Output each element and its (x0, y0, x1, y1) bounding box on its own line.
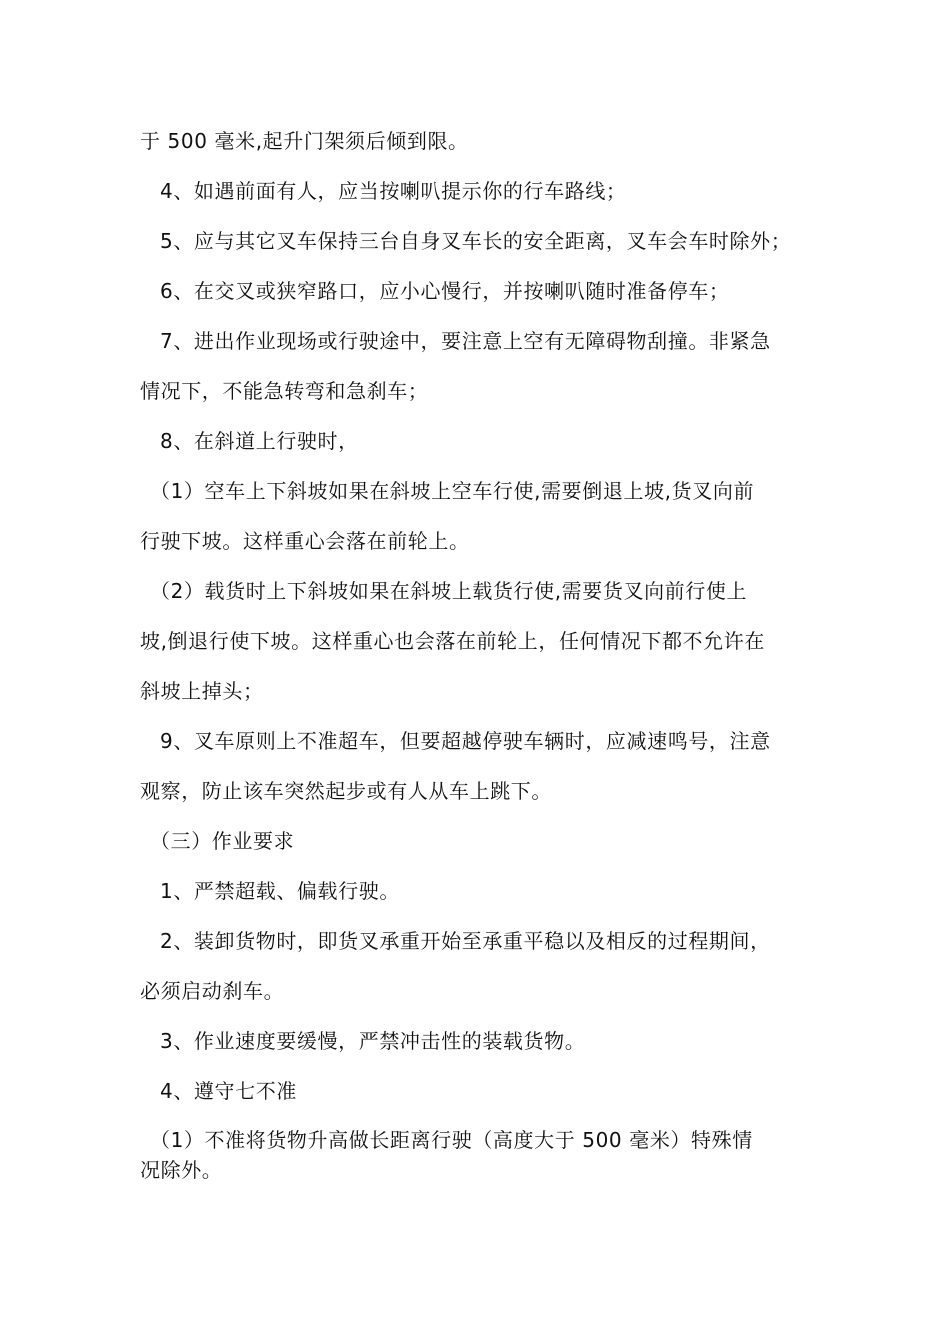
requirement-sub-item-1: （1）不准将货物升高做长距离行驶（高度大于 500 毫米）特殊情 (150, 1128, 753, 1152)
requirement-item-2: 2、装卸货物时，即货叉承重开始至承重平稳以及相反的过程期间， (160, 929, 771, 953)
list-item-7: 7、进出作业现场或行驶途中，要注意上空有无障碍物刮撞。非紧急 (160, 329, 771, 353)
requirement-item-4: 4、遵守七不准 (160, 1079, 297, 1103)
sub-item-8-2-continued-2: 斜坡上掉头； (140, 679, 264, 703)
list-item-8: 8、在斜道上行驶时， (160, 429, 359, 453)
requirement-item-1: 1、严禁超载、偏载行驶。 (160, 879, 400, 903)
sub-item-8-1-continued: 行驶下坡。这样重心会落在前轮上。 (140, 529, 470, 553)
sub-item-8-2: （2）载货时上下斜坡如果在斜坡上载货行使,需要货叉向前行使上 (150, 579, 748, 603)
requirement-sub-item-1-continued: 况除外。 (140, 1158, 223, 1182)
list-item-5: 5、应与其它叉车保持三台自身叉车长的安全距离，叉车会车时除外； (160, 229, 792, 253)
list-item-4: 4、如遇前面有人，应当按喇叭提示你的行车路线； (160, 179, 627, 203)
list-item-6: 6、在交叉或狭窄路口，应小心慢行，并按喇叭随时准备停车； (160, 279, 730, 303)
sub-item-8-2-continued: 坡,倒退行使下坡。这样重心也会落在前轮上，任何情况下都不允许在 (140, 629, 765, 653)
list-item-7-continued: 情况下，不能急转弯和急刹车； (140, 379, 429, 403)
requirement-item-3: 3、作业速度要缓慢，严禁冲击性的装载货物。 (160, 1029, 586, 1053)
sub-item-8-1: （1）空车上下斜坡如果在斜坡上空车行使,需要倒退上坡,货叉向前 (150, 479, 755, 503)
text-line-continuation: 于 500 毫米,起升门架须后倾到限。 (140, 129, 469, 153)
list-item-9-continued: 观察，防止该车突然起步或有人从车上跳下。 (140, 779, 552, 803)
requirement-item-2-continued: 必须启动刹车。 (140, 979, 285, 1003)
list-item-9: 9、叉车原则上不准超车，但要超越停驶车辆时，应减速鸣号，注意 (160, 729, 771, 753)
section-heading: （三）作业要求 (150, 829, 295, 853)
